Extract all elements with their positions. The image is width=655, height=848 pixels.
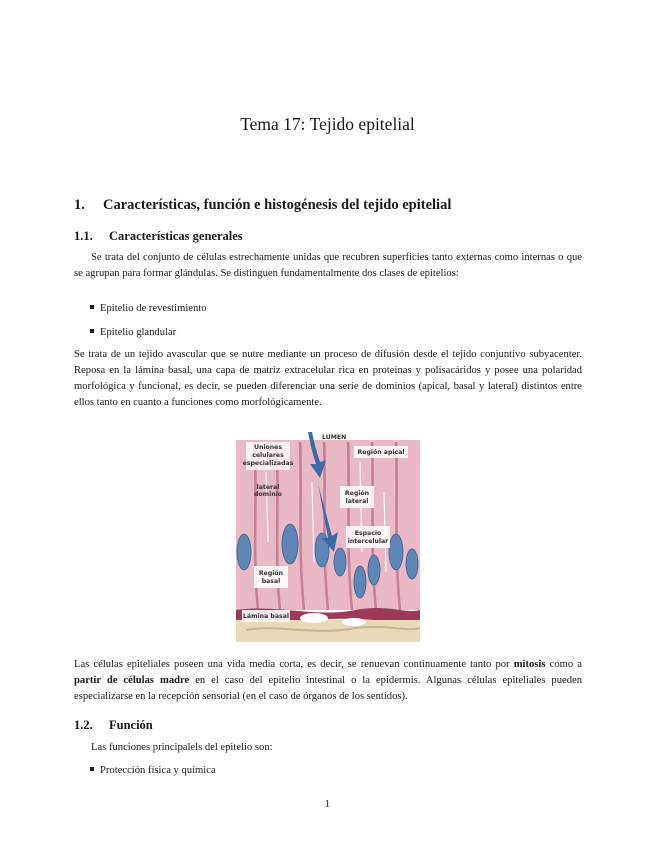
label-especializadas: especializadas bbox=[242, 460, 294, 467]
label-region-lateral-1: Región bbox=[344, 490, 370, 497]
section-number: 1. bbox=[74, 197, 85, 213]
list-item: Epitelio glandular bbox=[90, 327, 176, 338]
term-stem-cells: partir de células madre bbox=[74, 675, 190, 686]
document-title: Tema 17: Tejido epitelial bbox=[240, 114, 415, 134]
epithelium-figure bbox=[236, 432, 420, 642]
section-title: Características, función e histogénesis del tejido epitelial bbox=[103, 197, 452, 213]
fibroblast bbox=[342, 618, 366, 626]
label-lamina-basal: Lámina basal bbox=[242, 613, 290, 620]
nucleus bbox=[389, 534, 403, 570]
section-heading-1 bbox=[74, 197, 451, 214]
label-region-basal-1: Región bbox=[258, 570, 284, 577]
nucleus bbox=[406, 549, 418, 579]
page-number: 1 bbox=[324, 798, 331, 810]
nucleus bbox=[368, 555, 380, 585]
term-mitosis: mitosis bbox=[513, 659, 546, 670]
label-uniones: Uniones bbox=[253, 444, 283, 451]
label-lateral: lateral bbox=[256, 484, 280, 491]
fibroblast bbox=[300, 613, 328, 623]
label-espacio: Espacio bbox=[354, 530, 382, 537]
list-item: Epitelio de revestimiento bbox=[90, 303, 207, 314]
paragraph-renewal: Las células epiteliales poseen una vida media corta, es decir, se renuevan continuamente tanto por mitosis como a partir de células madre en el caso del epitelio intestinal o la epidermis. Algunas células epiteliales pueden especializarse en la recepción sensorial (en el caso de órganos de los sentidos). bbox=[74, 659, 582, 702]
subsection-heading-1-2 bbox=[74, 718, 153, 733]
paragraph-intro: Se trata del conjunto de células estrechamente unidas que recubren superficies tanto externas como internas o que se agrupan para formar glándulas. Se distinguen fundamentalmente dos clases de epitelios: bbox=[74, 252, 582, 279]
paragraph-functions: Las funciones principalels del epitelio son: bbox=[91, 742, 273, 753]
subsection-title: Función bbox=[109, 718, 153, 732]
nucleus bbox=[334, 548, 346, 576]
bullet-icon bbox=[90, 305, 94, 309]
subsection-heading-1-1 bbox=[74, 229, 243, 244]
subsection-number: 1.2. bbox=[74, 718, 93, 732]
label-region-lateral-2: lateral bbox=[345, 498, 369, 505]
label-region-apical: Región apical bbox=[357, 449, 405, 456]
nucleus bbox=[282, 524, 298, 564]
bullet-icon bbox=[90, 767, 94, 771]
subsection-title: Características generales bbox=[109, 229, 243, 243]
label-dominio: dominio bbox=[253, 491, 283, 498]
nucleus bbox=[237, 534, 251, 570]
subsection-number: 1.1. bbox=[74, 229, 93, 243]
nucleus bbox=[354, 566, 366, 598]
label-region-basal-2: basal bbox=[261, 578, 281, 585]
label-intercelular: intercelular bbox=[347, 538, 389, 545]
paragraph-avascular: Se trata de un tejido avascular que se nutre mediante un proceso de difusión desde el tejido conjuntivo subyacenter. Reposa en la lámina basal, una capa de matriz extracelular rica en proteínas y polisacáridos y posee una polaridad morfológica y funcional, es decir, se pueden diferenciar una serie de dominios (apical, basal y lateral) distintos entre ellos tanto en cuanto a funciones como morfológicamente. bbox=[74, 349, 582, 408]
bullet-icon bbox=[90, 329, 94, 333]
label-lumen: LUMEN bbox=[322, 434, 347, 441]
list-item: Protección física y química bbox=[90, 765, 216, 776]
label-celulares: celulares bbox=[252, 452, 284, 459]
